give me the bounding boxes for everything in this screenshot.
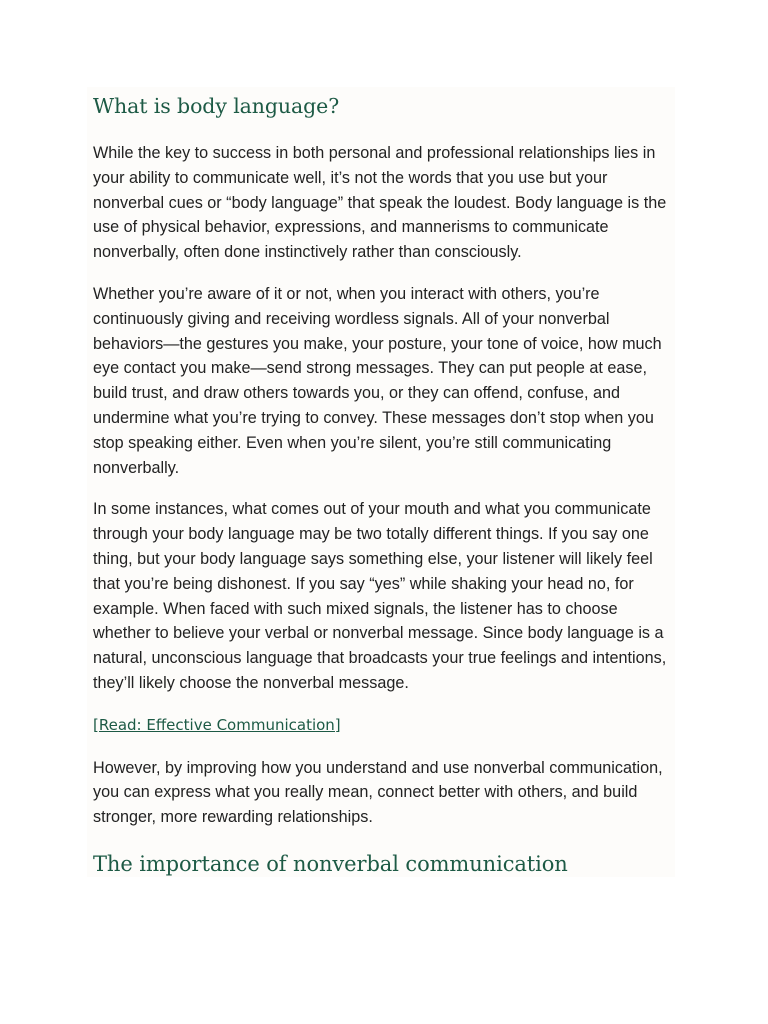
section-heading-importance: The importance of nonverbal communication [93, 851, 568, 876]
paragraph-improving: However, by improving how you understand and use nonverbal communication, you can express what you really mean, connect better with others, and build stronger, more rewarding relationships. [93, 758, 663, 827]
paragraph-wordless-signals: Whether you’re aware of it or not, when you interact with others, you’re continuously giving and receiving wordless signals. All of your nonverbal behaviors—the gestures you make, your posture, your tone of voice, how much eye contact you make—send strong messages. They can put people at ease, build trust, and draw others towards you, or they can offend, confuse, and undermine what you’re trying to convey. These messages don’t stop when you stop speaking either. Even when you’re silent, you’re still communicating nonverbally. [93, 284, 662, 477]
article-content [87, 87, 675, 877]
paragraph-mixed-signals: In some instances, what comes out of your mouth and what you communicate through your body language may be two totally different things. If you say one thing, but your body language says something else, your listener will likely feel that you’re being dishonest. If you say “yes” while shaking your head no, for example. When faced with such mixed signals, the listener has to choose whether to believe your verbal or nonverbal message. Since body language is a natural, unconscious language that broadcasts your true feelings and intentions, they’ll likely choose the nonverbal message. [93, 500, 667, 692]
read-link-row [93, 713, 669, 739]
read-effective-communication-link[interactable]: [Read: Effective Communication] [93, 715, 341, 734]
section-heading-body-language: What is body language? [93, 94, 340, 118]
paragraph-intro: While the key to success in both personal and professional relationships lies in your ability to communicate well, it’s not the words that you use but your nonverbal cues or “body language” that speak the loudest. Body language is the use of physical behavior, expressions, and mannerisms to communicate nonverbally, often done instinctively rather than consciously. [93, 144, 667, 262]
